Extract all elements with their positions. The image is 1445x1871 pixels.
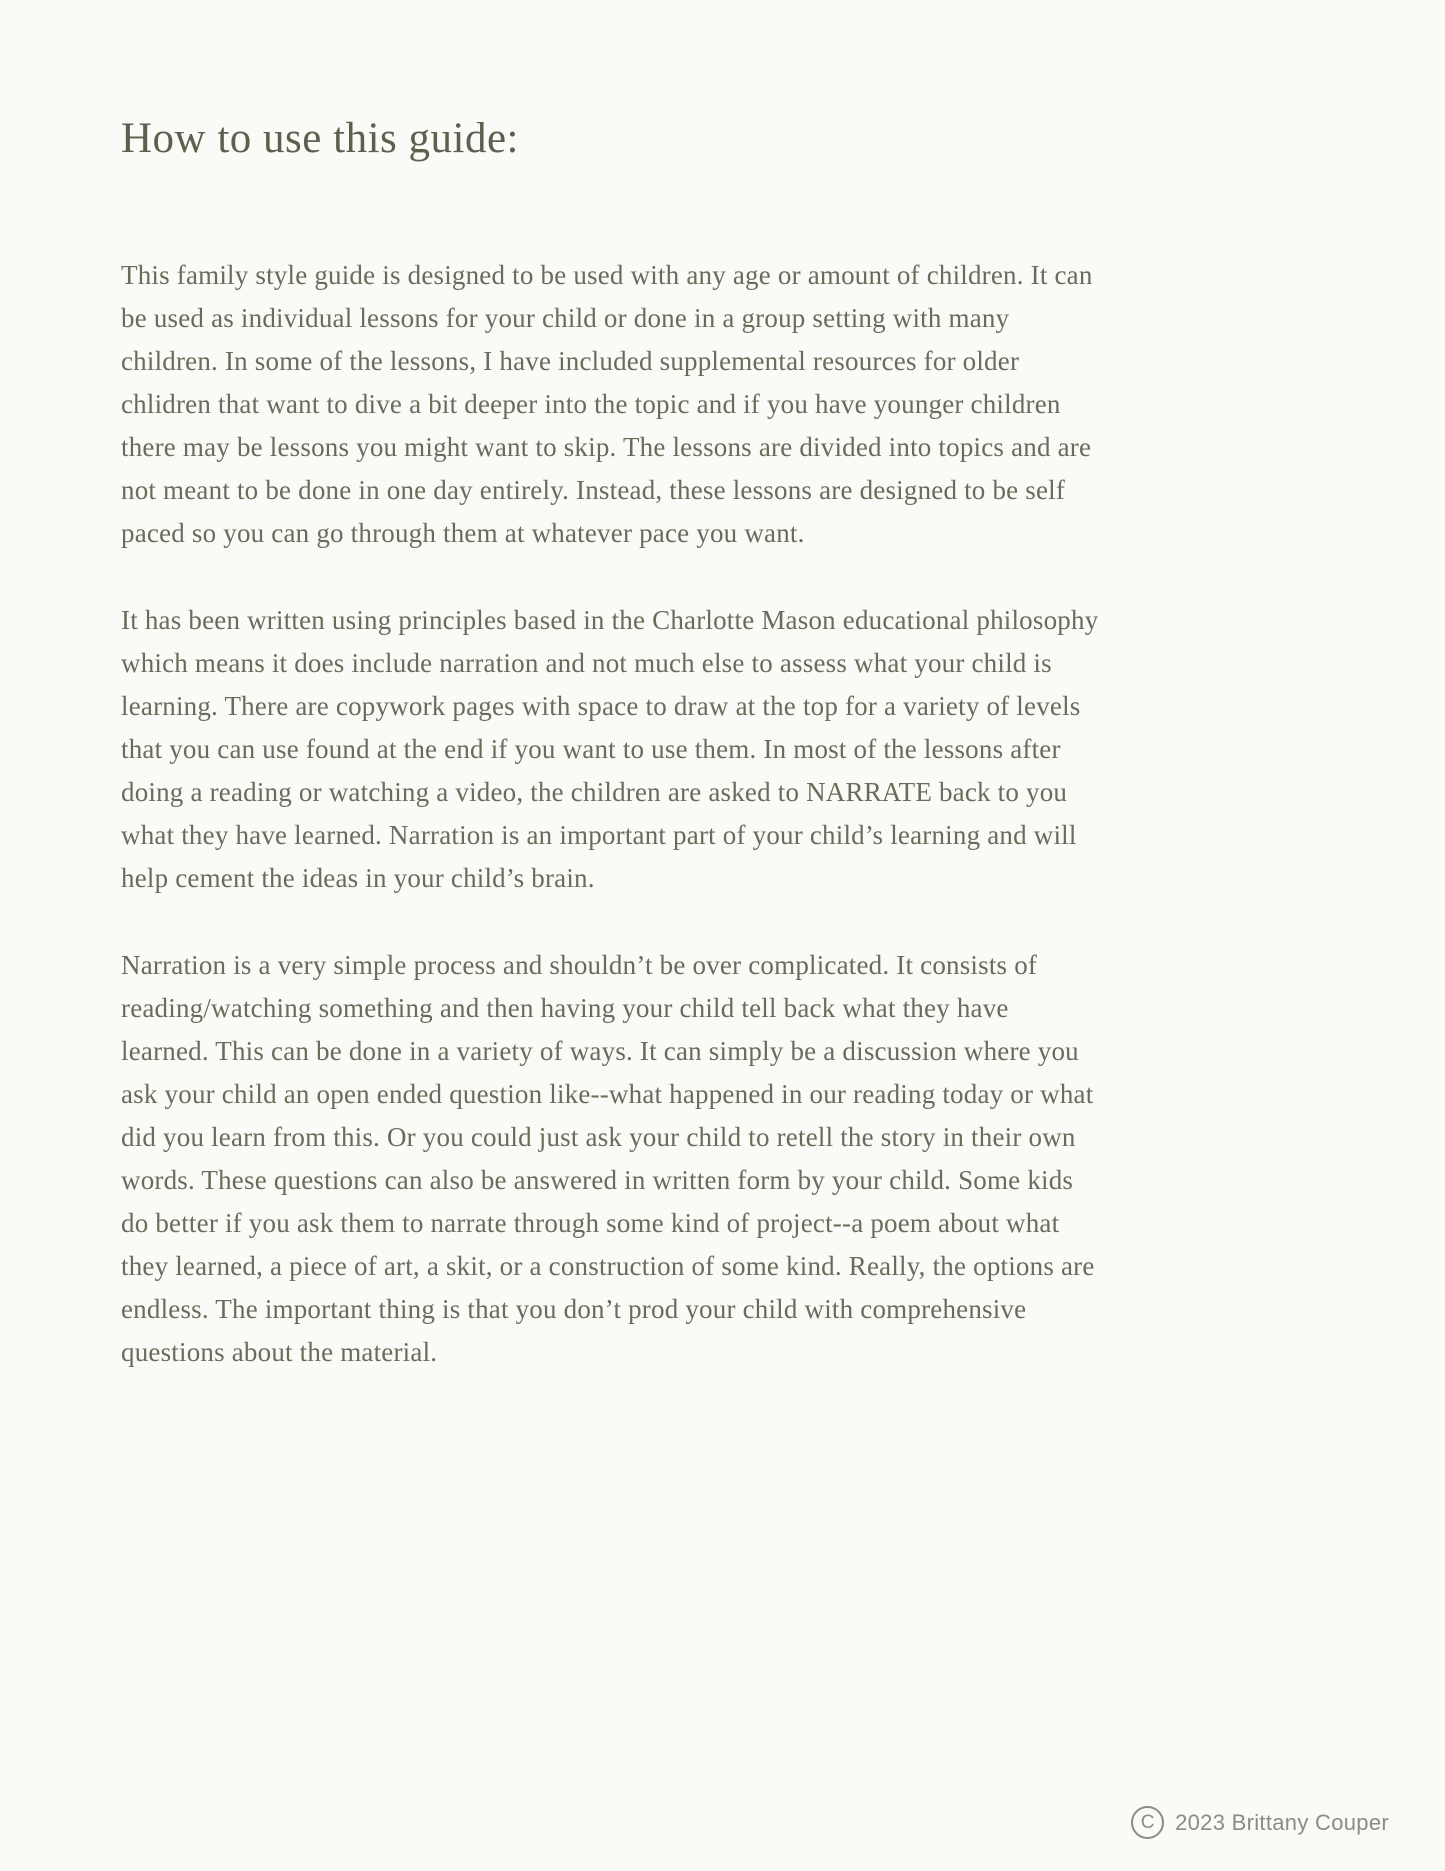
copyright-icon: C [1131,1806,1164,1839]
paragraph-narration: Narration is a very simple process and shouldn’t be over complicated. It consists of reading/watching something and then having your child tell back what they have learned. This can be done in a variety of ways. It can simply be a discussion where you ask your child an open ended question like--what happened in our reading today or what did you learn from this. Or you could just ask your child to retell the story in their own words. These questions can also be answered in written form by your child. Some kids do better if you ask them to narrate through some kind of project--a poem about what they learned, a piece of art, a skit, or a construction of some kind. Really, the options are endless. The important thing is that you don’t prod your child with comprehensive questions about the material. [121,949,1095,1367]
paragraph-charlotte-mason: It has been written using principles based in the Charlotte Mason educational philosophy which means it does include narration and not much else to assess what your child is learning. There are copywork pages with space to draw at the top for a variety of levels that you can use found at the end if you want to use them. In most of the lessons after doing a reading or watching a video, the children are asked to NARRATE back to you what they have learned. Narration is an important part of your child’s learning and will help cement the ideas in your child’s brain. [121,604,1099,893]
document-content [121,112,1099,1374]
page-footer [1131,1806,1389,1839]
page-title: How to use this guide: [121,115,519,162]
paragraph-guide-usage: This family style guide is designed to be used with any age or amount of children. It can be used as individual lessons for your child or done in a group setting with many children. In some of the lessons, I have included supplemental resources for older chlidren that want to dive a bit deeper into the topic and if you have younger children there may be lessons you might want to skip. The lessons are divided into topics and are not meant to be done in one day entirely. Instead, these lessons are designed to be self paced so you can go through them at whatever pace you want. [121,259,1093,548]
copyright-text: 2023 Brittany Couper [1175,1809,1389,1835]
